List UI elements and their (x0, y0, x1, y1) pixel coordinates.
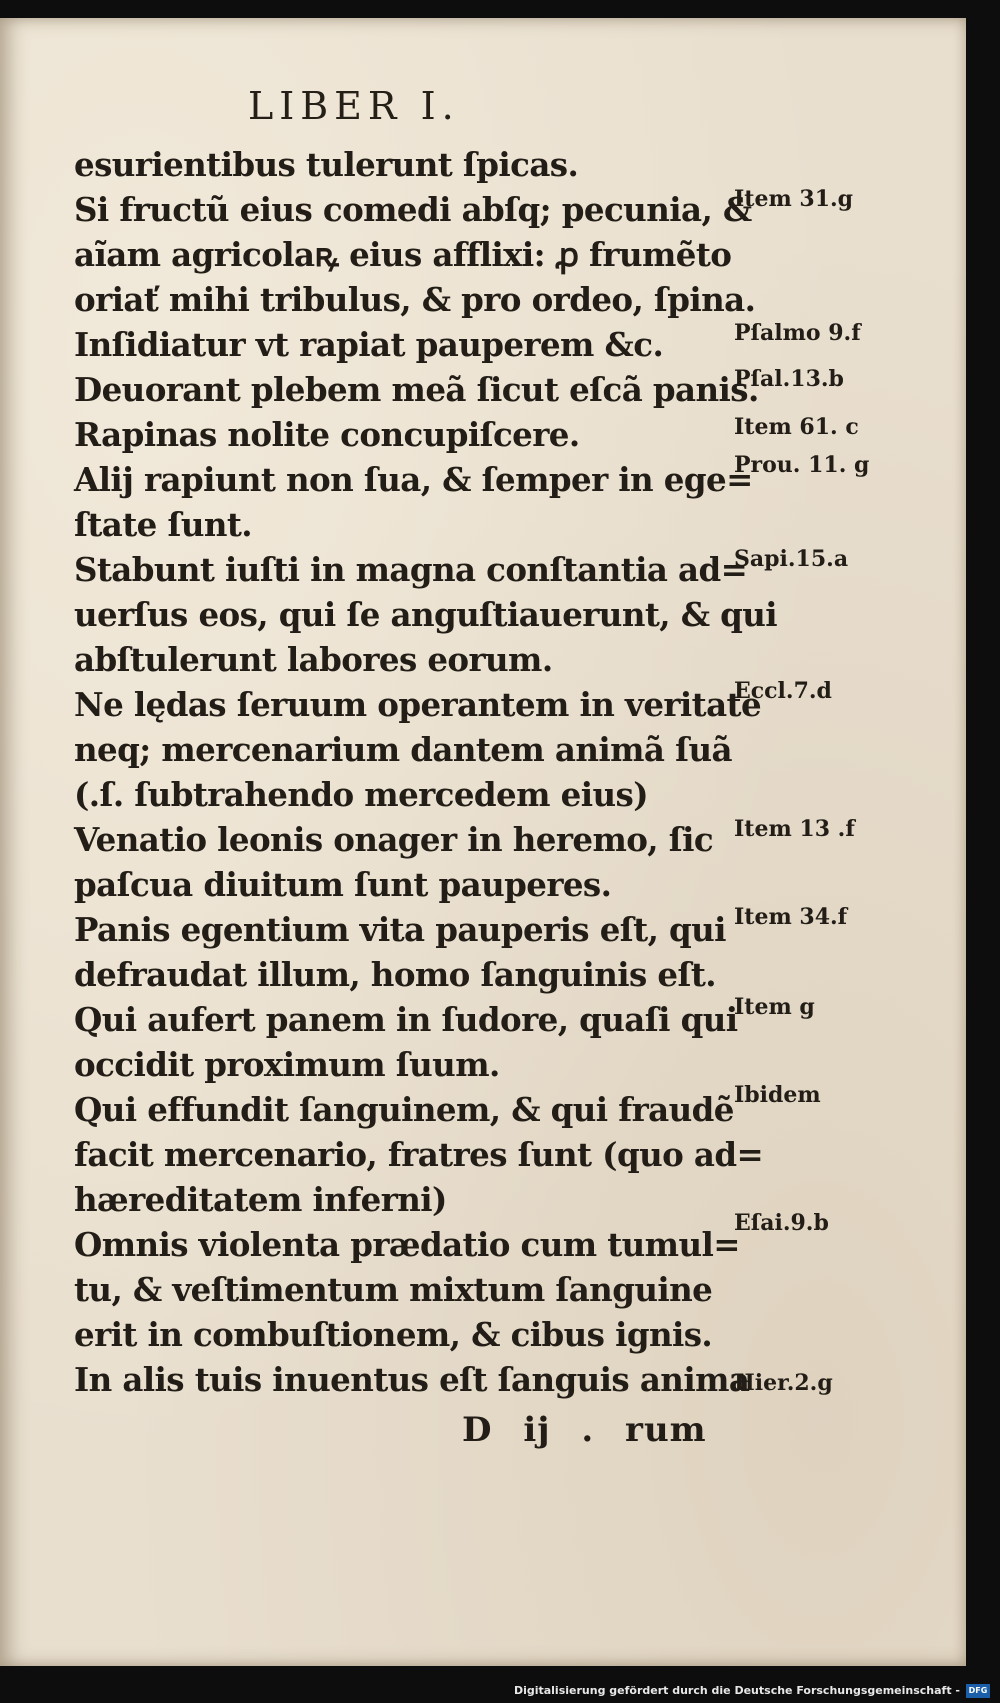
text-line: paſcua diuitum ſunt pauperes. (74, 865, 612, 904)
text-line: Venatio leonis onager in heremo, ſic (74, 820, 714, 859)
margin-note: Hier.2.g (734, 1370, 833, 1396)
text-line: Omnis violenta prædatio cum tumul= (74, 1225, 740, 1264)
margin-note: Item 13 .f (734, 816, 855, 842)
text-line: aĩam agricolaꝶ eius afflixi: ꝓ frumẽto (74, 235, 732, 274)
margin-note: Item 61. c (734, 414, 859, 440)
text-line: In alis tuis inuentus eſt ſanguis anima (74, 1360, 750, 1399)
text-line: hæreditatem inferni) (74, 1180, 447, 1219)
margin-note: Item g (734, 994, 815, 1020)
margin-note: Item 31.g (734, 186, 854, 212)
text-line: Alij rapiunt non ſua, & ſemper in ege= (74, 460, 753, 499)
margin-note: Item 34.f (734, 904, 848, 930)
text-line: Rapinas nolite concupiſcere. (74, 415, 580, 454)
catchword: D ij . rum (462, 1410, 707, 1450)
text-line: defraudat illum, homo ſanguinis eſt. (74, 955, 717, 994)
text-line: facit mercenario, fratres ſunt (quo ad= (74, 1135, 764, 1174)
text-line: ſtate ſunt. (74, 505, 253, 544)
margin-note: Ibidem (734, 1082, 821, 1108)
text-line: erit in combuſtionem, & cibus ignis. (74, 1315, 713, 1354)
text-line: esurientibus tulerunt ſpicas. (74, 145, 579, 184)
running-head: LIBER I. (248, 84, 460, 128)
text-line: Stabunt iuſti in magna conſtantia ad= (74, 550, 748, 589)
text-line: Qui effundit ſanguinem, & qui fraudẽ (74, 1090, 734, 1129)
text-line: Ne lędas ſeruum operantem in veritate (74, 685, 762, 724)
text-line: Qui aufert panem in ſudore, quaſi qui (74, 1000, 738, 1039)
text-line: tu, & veſtimentum mixtum ſanguine (74, 1270, 713, 1309)
digitization-credit: Digitalisierung gefördert durch die Deutsche Forschungsgemeinschaft - (513, 1684, 960, 1697)
margin-note: Sapi.15.a (734, 546, 849, 572)
text-line: oriať mihi tribulus, & pro ordeo, ſpina. (74, 280, 756, 319)
text-line: Si fructũ eius comedi abſq; pecunia, & (74, 190, 752, 229)
margin-note: Eſai.9.b (734, 1210, 829, 1236)
margin-note: Eccl.7.d (734, 678, 832, 704)
book-page (0, 18, 966, 1666)
dfg-logo: DFG (966, 1684, 990, 1698)
text-line: neq; mercenarium dantem animã ſuã (74, 730, 732, 769)
text-line: uerſus eos, qui ſe anguſtiauerunt, & qui (74, 595, 778, 634)
margin-note: Pſalmo 9.f (734, 320, 861, 346)
margin-note: Pſal.13.b (734, 366, 844, 392)
text-line: Deuorant plebem meã ſicut eſcã panis. (74, 370, 759, 409)
text-line: occidit proximum ſuum. (74, 1045, 500, 1084)
margin-note: Prou. 11. g (734, 452, 870, 478)
text-line: (.ſ. ſubtrahendo mercedem eius) (74, 775, 648, 814)
text-line: Panis egentium vita pauperis eſt, qui (74, 910, 726, 949)
text-line: Inſidiatur vt rapiat pauperem &c. (74, 325, 664, 364)
text-line: abſtulerunt labores eorum. (74, 640, 553, 679)
